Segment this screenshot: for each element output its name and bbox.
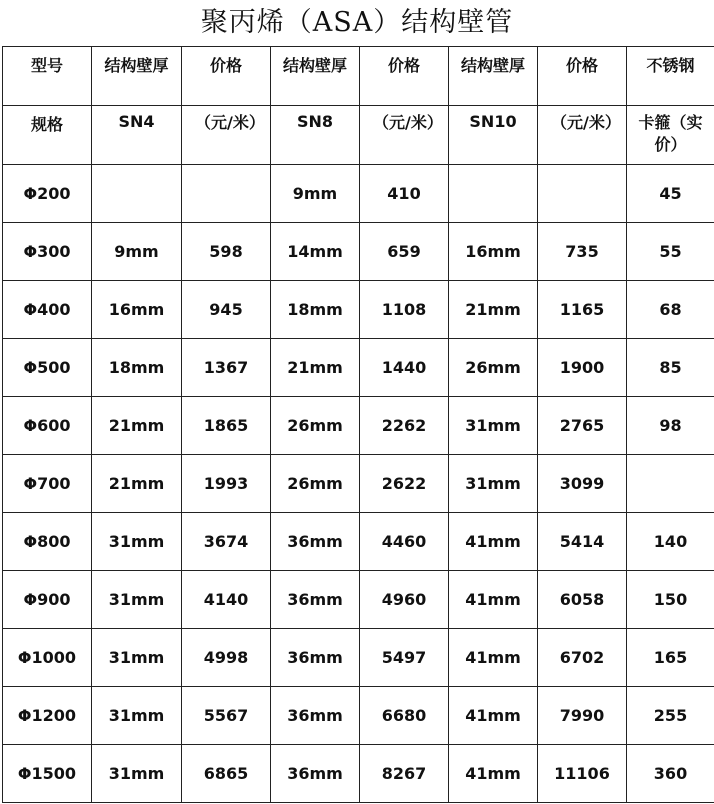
table-cell-p4: 1993 [182,455,271,513]
table-cell-p8: 410 [360,165,449,223]
table-cell-sn10: 41mm [449,513,538,571]
table-cell-p10: 735 [538,223,627,281]
table-cell-model: Φ800 [3,513,92,571]
table-cell-p10: 5414 [538,513,627,571]
table-cell-sn4: 21mm [92,455,182,513]
table-cell-p8: 4460 [360,513,449,571]
header-cell: 型号 [3,47,92,106]
table-cell-sn4: 31mm [92,745,182,803]
table-row [3,571,714,629]
table-cell-p10: 3099 [538,455,627,513]
table-cell-model: Φ600 [3,397,92,455]
table-cell-sn4: 31mm [92,687,182,745]
table-cell-sn8: 36mm [271,745,360,803]
table-cell-sn10: 41mm [449,629,538,687]
table-cell-p10: 1900 [538,339,627,397]
header-cell: 价格 [360,47,449,106]
table-cell-p10: 11106 [538,745,627,803]
header-cell-text: 卡箍（实价） [638,113,703,154]
header-cell-text: （元/米） [373,113,443,132]
header-cell [627,106,714,165]
table-cell-model: Φ1200 [3,687,92,745]
table-cell-clamp: 255 [627,687,714,745]
table-cell-clamp [627,455,714,513]
table-cell-clamp: 140 [627,513,714,571]
table-cell-sn8: 36mm [271,513,360,571]
table-cell-model: Φ1000 [3,629,92,687]
table-cell-model: Φ400 [3,281,92,339]
header-cell: SN8 [271,106,360,165]
table-cell-sn4: 18mm [92,339,182,397]
table-cell-p8: 8267 [360,745,449,803]
table-cell-sn8: 9mm [271,165,360,223]
table-cell-p4: 598 [182,223,271,281]
table-cell-p10: 1165 [538,281,627,339]
table-cell-sn8: 26mm [271,397,360,455]
table-cell-p10: 6702 [538,629,627,687]
table-row [3,223,714,281]
header-cell: 规格 [3,106,92,165]
table-cell-p10 [538,165,627,223]
table-row [3,455,714,513]
table-cell-p4: 4140 [182,571,271,629]
table-cell-sn10: 21mm [449,281,538,339]
table-cell-p4: 945 [182,281,271,339]
table-cell-clamp: 150 [627,571,714,629]
table-cell-model: Φ200 [3,165,92,223]
table-cell-p4: 4998 [182,629,271,687]
table-cell-p8: 1108 [360,281,449,339]
table-cell-sn4: 21mm [92,397,182,455]
table-cell-sn8: 26mm [271,455,360,513]
table-cell-p4: 5567 [182,687,271,745]
header-cell [538,106,627,165]
table-cell-sn10: 31mm [449,397,538,455]
table-cell-p8: 5497 [360,629,449,687]
table-cell-p10: 6058 [538,571,627,629]
table-cell-sn8: 21mm [271,339,360,397]
table-cell-clamp: 45 [627,165,714,223]
table-cell-sn8: 36mm [271,687,360,745]
table-cell-sn10: 41mm [449,571,538,629]
table-cell-sn4: 9mm [92,223,182,281]
table-cell-clamp: 55 [627,223,714,281]
table-cell-sn10: 31mm [449,455,538,513]
table-row [3,745,714,803]
table-cell-p10: 7990 [538,687,627,745]
header-cell [360,106,449,165]
table-cell-p8: 1440 [360,339,449,397]
header-cell: SN4 [92,106,182,165]
table-cell-p4: 3674 [182,513,271,571]
table-cell-sn4: 31mm [92,513,182,571]
table-cell-p8: 2622 [360,455,449,513]
table-cell-sn8: 18mm [271,281,360,339]
table-cell-clamp: 85 [627,339,714,397]
table-cell-p4: 1367 [182,339,271,397]
table-row [3,629,714,687]
table-cell-clamp: 360 [627,745,714,803]
header-cell [182,106,271,165]
table-cell-clamp: 68 [627,281,714,339]
table-row [3,513,714,571]
table-cell-clamp: 98 [627,397,714,455]
header-cell: 不锈钢 [627,47,714,106]
table-cell-model: Φ900 [3,571,92,629]
table-cell-clamp: 165 [627,629,714,687]
table-cell-p8: 659 [360,223,449,281]
table-cell-sn8: 36mm [271,629,360,687]
table-row [3,165,714,223]
table-cell-model: Φ1500 [3,745,92,803]
table-cell-sn4: 31mm [92,629,182,687]
table-cell-sn10 [449,165,538,223]
table-cell-model: Φ500 [3,339,92,397]
table-cell-model: Φ700 [3,455,92,513]
table-cell-sn4: 16mm [92,281,182,339]
table-row [3,397,714,455]
table-cell-sn10: 26mm [449,339,538,397]
header-cell: 结构壁厚 [271,47,360,106]
table-row [3,687,714,745]
header-cell: 结构壁厚 [449,47,538,106]
header-cell-text: （元/米） [195,113,265,132]
table-cell-sn10: 41mm [449,745,538,803]
table-cell-sn4: 31mm [92,571,182,629]
table-cell-sn10: 16mm [449,223,538,281]
table-body [3,47,714,803]
table-cell-sn8: 14mm [271,223,360,281]
table-cell-p8: 4960 [360,571,449,629]
table-cell-p4: 1865 [182,397,271,455]
table-cell-p8: 2262 [360,397,449,455]
table-cell-p8: 6680 [360,687,449,745]
table-cell-p4 [182,165,271,223]
price-table [2,46,714,803]
table-cell-p10: 2765 [538,397,627,455]
header-cell: SN10 [449,106,538,165]
page-title: 聚丙烯（ASA）结构壁管 [200,7,514,38]
header-cell: 价格 [182,47,271,106]
header-cell: 结构壁厚 [92,47,182,106]
table-cell-p4: 6865 [182,745,271,803]
table-row [3,281,714,339]
header-cell: 价格 [538,47,627,106]
table-cell-sn8: 36mm [271,571,360,629]
table-row [3,339,714,397]
table-cell-model: Φ300 [3,223,92,281]
header-row-1 [3,47,714,106]
header-row-2 [3,106,714,165]
table-cell-sn10: 41mm [449,687,538,745]
header-cell-text: （元/米） [551,113,621,132]
table-cell-sn4 [92,165,182,223]
